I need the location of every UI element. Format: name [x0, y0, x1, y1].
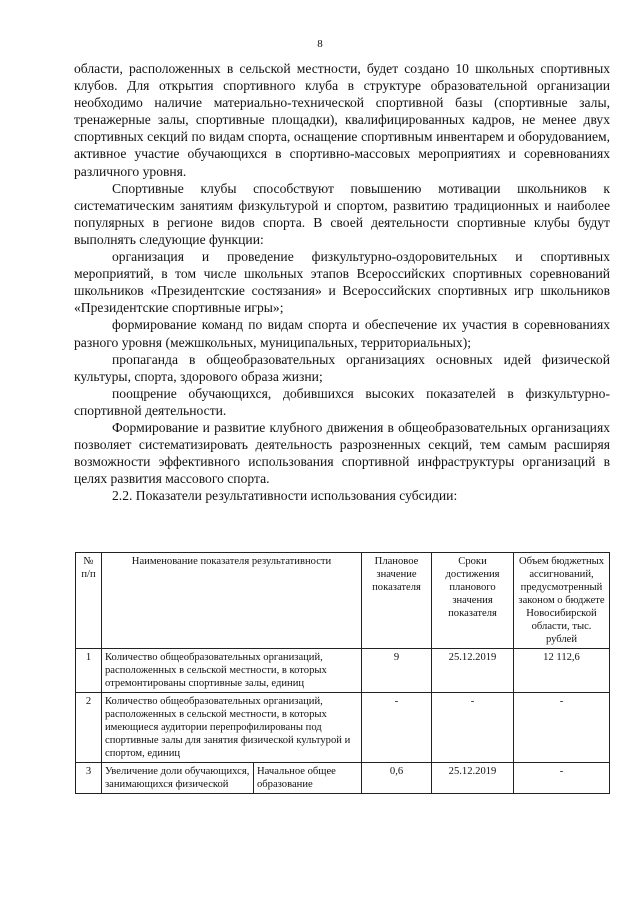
row-num: 1 — [76, 649, 102, 693]
row-deadline: 25.12.2019 — [432, 649, 514, 693]
row-subname: Начальное общее образование — [254, 763, 362, 794]
table-row — [76, 763, 610, 794]
paragraph-clubs-motivation: Спортивные клубы способствуют повышению мотивации школьников к систематическим занятиям физкультурой и спортом, развитию традиционных и наиболее популярных в регионе видов спорта. В своей деятельности спортивные клубы будут выполнять следующие функции: — [74, 180, 610, 247]
row-planned: 0,6 — [362, 763, 432, 794]
row-planned: 9 — [362, 649, 432, 693]
row-name: Количество общеобразовательных организаций, расположенных в сельской местности, в которых отремонтированы спортивные залы, единиц — [102, 649, 362, 693]
section-heading-indicators: 2.2. Показатели результативности использования субсидии: — [112, 488, 458, 504]
paragraph-clubs-intro: области, расположенных в сельской местности, будет создано 10 школьных спортивных клубов. Для открытия спортивного клуба в структуре образовательной организации необходимо наличие материально-технической спортивной базы (спортивные залы, тренажерные залы, спортивные площадки), квалифицированных кадров, не менее двух спортивных секций по видам спорта, оснащение спортивным инвентарем и оборудованием, активное участие обучающихся в спортивно-массовых мероприятиях и соревнованиях различного уровня. — [74, 61, 610, 179]
header-num: № п/п — [76, 553, 102, 649]
row-num: 2 — [76, 693, 102, 763]
row-budget: - — [514, 763, 610, 794]
table-header-row — [76, 553, 610, 649]
paragraph-club-movement: Формирование и развитие клубного движения в общеобразовательных организациях позволяет систематизировать деятельность разрозненных секций, тем самым расширяя возможности эффективного использования спортивной инфраструктуры организаций в целях развития массового спорта. — [74, 419, 610, 487]
paragraph-function-encouragement: поощрение обучающихся, добившихся высоких показателей в физкультурно-спортивной деятельности. — [74, 385, 610, 418]
header-budget: Объем бюджетных ассигнований, предусмотренный законом о бюджете Новосибирской области, тыс. рублей — [514, 553, 610, 649]
table-row — [76, 693, 610, 763]
header-name: Наименование показателя результативности — [102, 553, 362, 649]
page-number: 8 — [317, 38, 323, 50]
row-planned: - — [362, 693, 432, 763]
row-budget: - — [514, 693, 610, 763]
row-num: 3 — [76, 763, 102, 794]
row-deadline: - — [432, 693, 514, 763]
row-budget: 12 112,6 — [514, 649, 610, 693]
row-name: Количество общеобразовательных организаций, расположенных в сельской местности, в которых имеющиеся аудитории перепрофилированы под спортивные залы для занятия физической культурой и спортом, единиц — [102, 693, 362, 763]
paragraph-function-propaganda: пропаганда в общеобразовательных организациях основных идей физической культуры, спорта, здорового образа жизни; — [74, 351, 610, 384]
header-deadline: Сроки достижения планового значения показателя — [432, 553, 514, 649]
paragraph-function-events: организация и проведение физкультурно-оздоровительных и спортивных мероприятий, в том числе школьных этапов Всероссийских спортивных соревнований школьников «Президентские состязания» и Всероссийских спортивных игр школьников «Президентские спортивные игры»; — [74, 249, 610, 316]
row-deadline: 25.12.2019 — [432, 763, 514, 794]
paragraph-function-teams: формирование команд по видам спорта и обеспечение их участия в соревнованиях разного уровня (межшкольных, муниципальных, территориальных); — [74, 317, 610, 350]
header-planned: Плановое значение показателя — [362, 553, 432, 649]
table-row — [76, 649, 610, 693]
document-body — [74, 60, 610, 504]
row-name: Увеличение доли обучающихся, занимающихся физической — [102, 763, 254, 794]
indicators-table — [75, 552, 610, 794]
